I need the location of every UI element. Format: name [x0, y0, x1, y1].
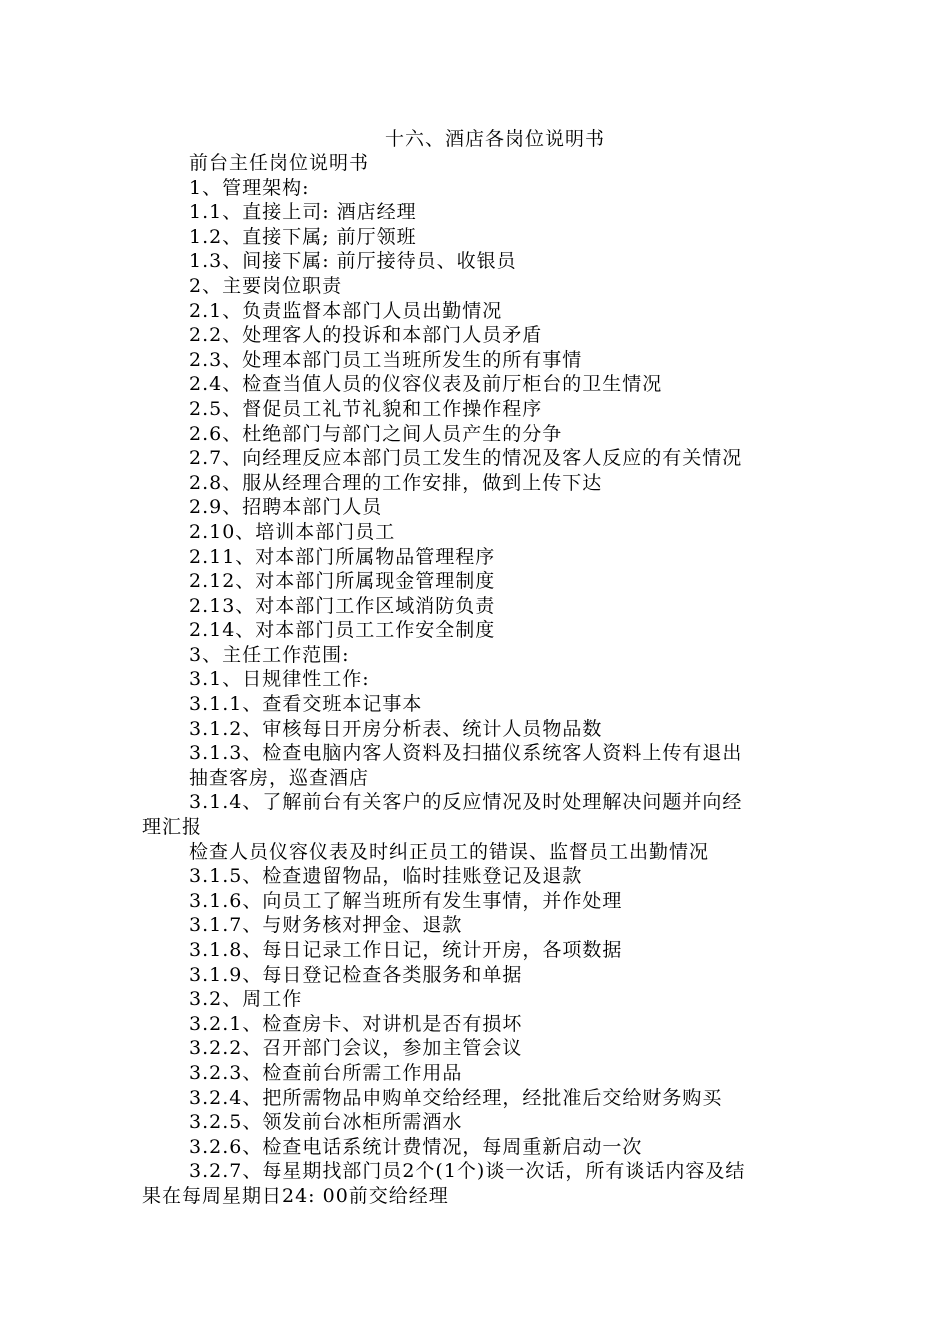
list-item: 3.1、日规律性工作:: [189, 668, 370, 691]
list-item-continuation: 理汇报: [142, 816, 203, 839]
list-item: 2.13、对本部门工作区域消防负责: [189, 594, 496, 617]
list-item: 1.2、直接下属; 前厅领班: [189, 225, 417, 248]
list-item: 2.12、对本部门所属现金管理制度: [189, 570, 496, 593]
list-item: 检查人员仪容仪表及时纠正员工的错误、监督员工出勤情况: [189, 840, 710, 863]
list-item: 2.6、杜绝部门与部门之间人员产生的分争: [189, 422, 563, 445]
list-item: 3.2.1、检查房卡、对讲机是否有损坏: [189, 1012, 523, 1035]
list-item: 2.2、处理客人的投诉和本部门人员矛盾: [189, 324, 543, 347]
list-item: 3.2.3、检查前台所需工作用品: [189, 1061, 463, 1084]
list-item: 2.5、督促员工礼节礼貌和工作操作程序: [189, 397, 543, 420]
list-item: 2.3、处理本部门员工当班所发生的所有事情: [189, 348, 583, 371]
list-item: 2.11、对本部门所属物品管理程序: [189, 545, 496, 568]
section-heading: 1、管理架构:: [189, 176, 310, 199]
section-heading: 前台主任岗位说明书: [189, 152, 370, 174]
list-item: 3.1.4、了解前台有关客户的反应情况及时处理解决问题并向经: [189, 791, 743, 814]
list-item: 3.1.1、查看交班本记事本: [189, 693, 423, 716]
list-item: 2.1、负责监督本部门人员出勤情况: [189, 299, 503, 322]
list-item: 3.1.6、向员工了解当班所有发生事情，并作处理: [189, 889, 623, 912]
list-item: 3.1.7、与财务核对押金、退款: [189, 914, 463, 937]
list-item: 3.2.4、把所需物品申购单交给经理，经批准后交给财务购买: [189, 1086, 723, 1109]
list-item: 2.9、招聘本部门人员: [189, 496, 383, 519]
list-item: 3.1.3、检查电脑内客人资料及扫描仪系统客人资料上传有退出: [189, 742, 743, 765]
list-item: 3.1.8、每日记录工作日记，统计开房，各项数据: [189, 939, 623, 961]
list-item: 3.1.2、审核每日开房分析表、统计人员物品数: [189, 717, 603, 740]
list-item: 3.1.5、检查遗留物品，临时挂账登记及退款: [189, 865, 583, 888]
document-body: [142, 151, 822, 1209]
list-item-continuation: 果在每周星期日24: 00前交给经理: [142, 1184, 449, 1207]
list-item: 1.1、直接上司: 酒店经理: [189, 201, 417, 224]
list-item: 2.8、服从经理合理的工作安排，做到上传下达: [189, 471, 603, 494]
section-heading: 2、主要岗位职责: [189, 274, 343, 297]
list-item: 3.2.5、领发前台冰柜所需酒水: [189, 1111, 463, 1134]
list-item: 3.2.7、每星期找部门员2个(1个)谈一次话，所有谈话内容及结: [189, 1160, 746, 1183]
list-item: 3.1.9、每日登记检查各类服务和单据: [189, 963, 523, 986]
list-item: 2.14、对本部门员工工作安全制度: [189, 619, 496, 642]
list-item: 2.7、向经理反应本部门员工发生的情况及客人反应的有关情况: [189, 447, 743, 470]
section-heading: 3、主任工作范围:: [189, 643, 350, 666]
list-item: 2.10、培训本部门员工: [189, 520, 396, 543]
document-title: 十六、酒店各岗位说明书: [384, 128, 605, 150]
list-item: 3.2、周工作: [189, 988, 303, 1011]
list-item: 2.4、检查当值人员的仪容仪表及前厅柜台的卫生情况: [189, 373, 663, 396]
list-item: 3.2.6、检查电话系统计费情况，每周重新启动一次: [189, 1135, 643, 1158]
list-item: 1.3、间接下属: 前厅接待员、收银员: [189, 250, 517, 273]
list-item: 3.2.2、召开部门会议，参加主管会议: [189, 1037, 523, 1060]
list-item-continuation: 抽查客房，巡查酒店: [189, 766, 370, 789]
